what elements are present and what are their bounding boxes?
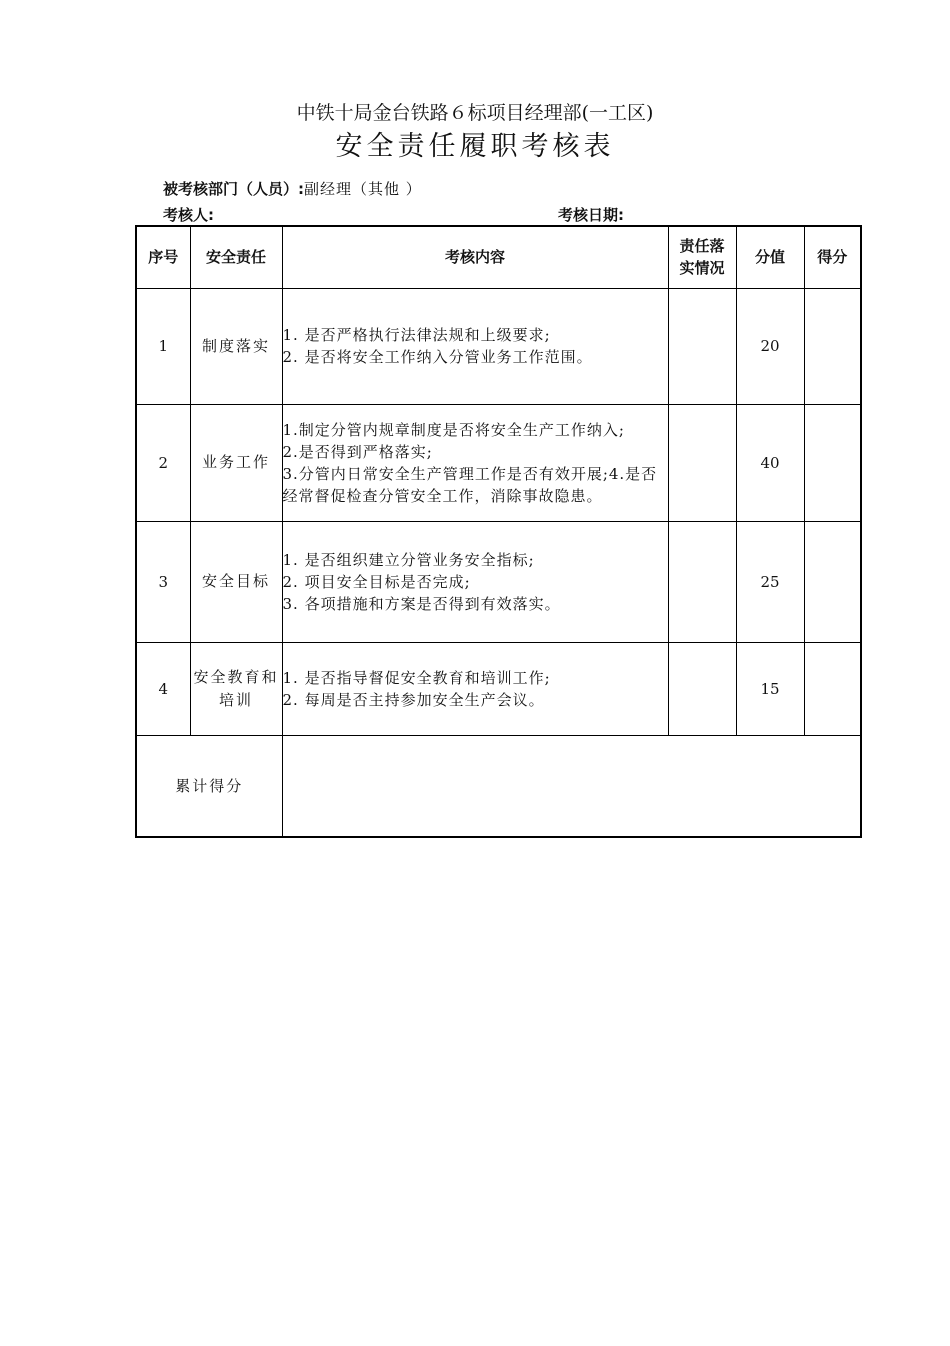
row-responsibility: 制度落实 (190, 288, 282, 404)
row-points: 25 (736, 521, 804, 642)
assessment-table (135, 225, 862, 838)
content-line: 2. 项目安全目标是否完成; (282, 572, 471, 591)
table-row (136, 642, 861, 735)
total-score-label: 累计得分 (136, 735, 282, 837)
total-row (136, 735, 861, 837)
organization-name: 中铁十局金台铁路６标项目经理部(一工区) (296, 102, 654, 124)
table-row (136, 288, 861, 404)
assessment-date-line (558, 204, 624, 225)
content-line: 3. 各项措施和方案是否得到有效落实。 (282, 594, 561, 613)
row-status-cell[interactable] (668, 404, 736, 521)
row-seq: 3 (136, 521, 190, 642)
row-content (282, 288, 668, 404)
table-header-row (136, 226, 861, 288)
row-status-cell[interactable] (668, 521, 736, 642)
row-score-cell[interactable] (804, 288, 861, 404)
row-status-cell[interactable] (668, 642, 736, 735)
row-content (282, 642, 668, 735)
row-responsibility: 安全教育和培训 (190, 642, 282, 735)
row-content (282, 521, 668, 642)
row-score-cell[interactable] (804, 404, 861, 521)
row-points: 15 (736, 642, 804, 735)
row-responsibility: 业务工作 (190, 404, 282, 521)
assessor-line (163, 204, 214, 225)
table-row (136, 404, 861, 521)
assessment-date-label: 考核日期: (558, 206, 624, 224)
row-seq: 4 (136, 642, 190, 735)
header-status: 责任落实情况 (668, 226, 736, 288)
header-seq: 序号 (136, 226, 190, 288)
assessed-department-value: 副经理（其他 ） (304, 180, 422, 198)
header-responsibility: 安全责任 (190, 226, 282, 288)
row-points: 40 (736, 404, 804, 521)
assessor-label: 考核人: (163, 206, 214, 224)
form-title: 安全责任履职考核表 (335, 131, 615, 162)
header-score: 得分 (804, 226, 861, 288)
content-line: 3.分管内日常安全生产管理工作是否有效开展;4.是否经常督促检查分管安全工作，消除事故隐患。 (282, 464, 658, 505)
row-points: 20 (736, 288, 804, 404)
content-line: 2. 每周是否主持参加安全生产会议。 (282, 690, 545, 709)
row-seq: 2 (136, 404, 190, 521)
row-status-cell[interactable] (668, 288, 736, 404)
content-line: 1. 是否组织建立分管业务安全指标; (282, 550, 535, 569)
content-line: 1.制定分管内规章制度是否将安全生产工作纳入; (282, 420, 625, 439)
content-line: 2.是否得到严格落实; (282, 442, 433, 461)
table-row (136, 521, 861, 642)
row-content (282, 404, 668, 521)
row-score-cell[interactable] (804, 642, 861, 735)
content-line: 1. 是否严格执行法律法规和上级要求; (282, 326, 551, 344)
header-content: 考核内容 (282, 226, 668, 288)
row-score-cell[interactable] (804, 521, 861, 642)
content-line: 1. 是否指导督促安全教育和培训工作; (282, 668, 551, 687)
row-responsibility: 安全目标 (190, 521, 282, 642)
assessed-department-label: 被考核部门（人员）: (163, 180, 304, 198)
row-seq: 1 (136, 288, 190, 404)
assessed-department-line (163, 178, 422, 199)
header-points: 分值 (736, 226, 804, 288)
total-score-cell[interactable] (282, 735, 861, 837)
content-line: 2. 是否将安全工作纳入分管业务工作范围。 (282, 348, 593, 366)
